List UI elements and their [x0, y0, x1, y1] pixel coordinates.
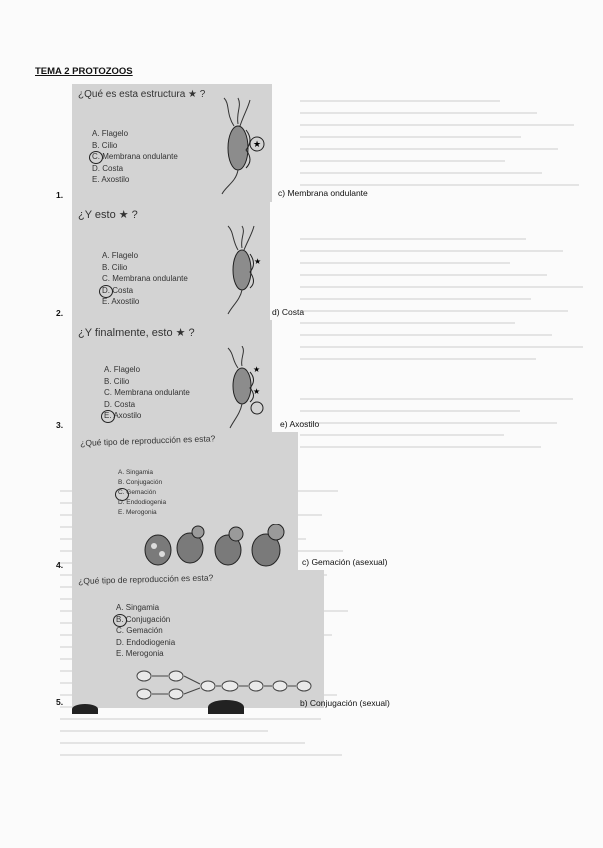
bleed-line — [300, 398, 573, 400]
option-a: A. Flagelo — [92, 129, 129, 138]
option-a: A. Singamia — [118, 469, 154, 476]
option-e: E. Merogonia — [118, 509, 157, 516]
option-a: A. Flagelo — [102, 251, 139, 260]
scan-artifact — [72, 704, 98, 714]
scan-artifact — [208, 700, 244, 714]
option-c: C. Gemación — [116, 626, 163, 635]
answer-2: d) Costa — [272, 307, 305, 317]
option-a: A. Flagelo — [104, 365, 141, 374]
bleed-line — [300, 298, 531, 300]
question-prompt: ¿Qué tipo de reproducción es esta? — [78, 572, 214, 586]
bleed-line — [300, 434, 504, 436]
option-e: E. Merogonia — [116, 649, 164, 658]
trichomonad-illustration — [212, 96, 268, 196]
question-card-1 — [72, 84, 272, 202]
bleed-line — [300, 346, 583, 348]
question-prompt: ¿Y esto ★ ? — [78, 209, 138, 221]
option-e: E. Axostilo — [92, 175, 130, 184]
question-number-2: 2. — [56, 308, 64, 318]
bleed-line — [300, 160, 505, 162]
option-d: D. Endodiogenia — [116, 637, 176, 647]
question-number-4: 4. — [56, 560, 64, 570]
option-b: B. Cilio — [102, 262, 128, 272]
bleed-line — [300, 172, 542, 174]
svg-text:★: ★ — [253, 365, 261, 374]
option-e-selected: E. Axostilo — [104, 410, 190, 422]
trichomonad-illustration — [220, 346, 268, 430]
option-b-selected: B. Conjugación — [116, 614, 175, 626]
bleed-line — [60, 742, 305, 744]
answer-3: e) Axostilo — [280, 419, 320, 429]
option-b: B. Cilio — [92, 140, 118, 150]
question-card-4 — [72, 432, 298, 570]
option-b: B. Cilio — [104, 376, 130, 386]
bleed-line — [300, 286, 583, 288]
option-d: D. Costa — [104, 399, 136, 409]
bleed-line — [300, 334, 552, 336]
bleed-line — [300, 148, 558, 150]
bleed-line — [300, 310, 568, 312]
options-list — [116, 602, 175, 660]
question-number-1: 1. — [56, 190, 64, 200]
option-c-selected: C. Gemación — [118, 488, 166, 498]
bleed-line — [60, 754, 342, 756]
options-list — [104, 364, 190, 422]
svg-text:★: ★ — [254, 257, 262, 266]
page-title: TEMA 2 PROTOZOOS — [35, 66, 133, 77]
bleed-line — [60, 718, 321, 720]
option-a: A. Singamia — [116, 603, 160, 612]
question-number-5: 5. — [56, 697, 64, 707]
bleed-line — [300, 410, 520, 412]
bleed-line — [300, 262, 510, 264]
question-prompt: ¿Y finalmente, esto ★ ? — [78, 327, 195, 339]
bleed-line — [60, 730, 268, 732]
budding-cells-illustration — [142, 524, 292, 568]
svg-text:★: ★ — [253, 140, 262, 150]
options-list — [118, 468, 166, 518]
bleed-line — [300, 124, 574, 126]
options-list — [92, 128, 178, 186]
option-d: D. Costa — [92, 163, 124, 173]
option-c: C. Membrana ondulante — [104, 388, 190, 397]
question-prompt: ¿Qué tipo de reproducción es esta? — [80, 433, 216, 448]
option-e: E. Axostilo — [102, 297, 140, 306]
bleed-line — [300, 184, 579, 186]
answer-5: b) Conjugación (sexual) — [300, 698, 390, 708]
question-prompt: ¿Qué es esta estructura ★ ? — [78, 89, 206, 100]
bleed-line — [300, 446, 541, 448]
option-c: C. Membrana ondulante — [102, 274, 188, 283]
option-b: B. Conjugación — [118, 479, 163, 486]
bleed-line — [300, 274, 547, 276]
question-card-2 — [72, 202, 270, 320]
answer-4: c) Gemación (asexual) — [302, 557, 388, 567]
svg-text:★: ★ — [253, 387, 261, 396]
bleed-line — [300, 100, 500, 102]
bleed-line — [300, 250, 563, 252]
bleed-line — [300, 238, 526, 240]
option-d-selected: D. Costa — [102, 285, 188, 297]
option-d: D. Endodiogenia — [118, 499, 167, 506]
bleed-line — [300, 322, 515, 324]
answer-1: c) Membrana ondulante — [278, 188, 368, 198]
bleed-line — [300, 112, 537, 114]
bleed-line — [300, 422, 557, 424]
question-card-3 — [72, 320, 272, 432]
bleed-line — [300, 358, 536, 360]
trichomonad-illustration — [220, 224, 268, 316]
option-c-selected: C. Membrana ondulante — [92, 152, 178, 161]
bleed-line — [300, 136, 521, 138]
options-list — [102, 250, 188, 308]
question-number-3: 3. — [56, 420, 64, 430]
question-card-5 — [72, 570, 324, 708]
